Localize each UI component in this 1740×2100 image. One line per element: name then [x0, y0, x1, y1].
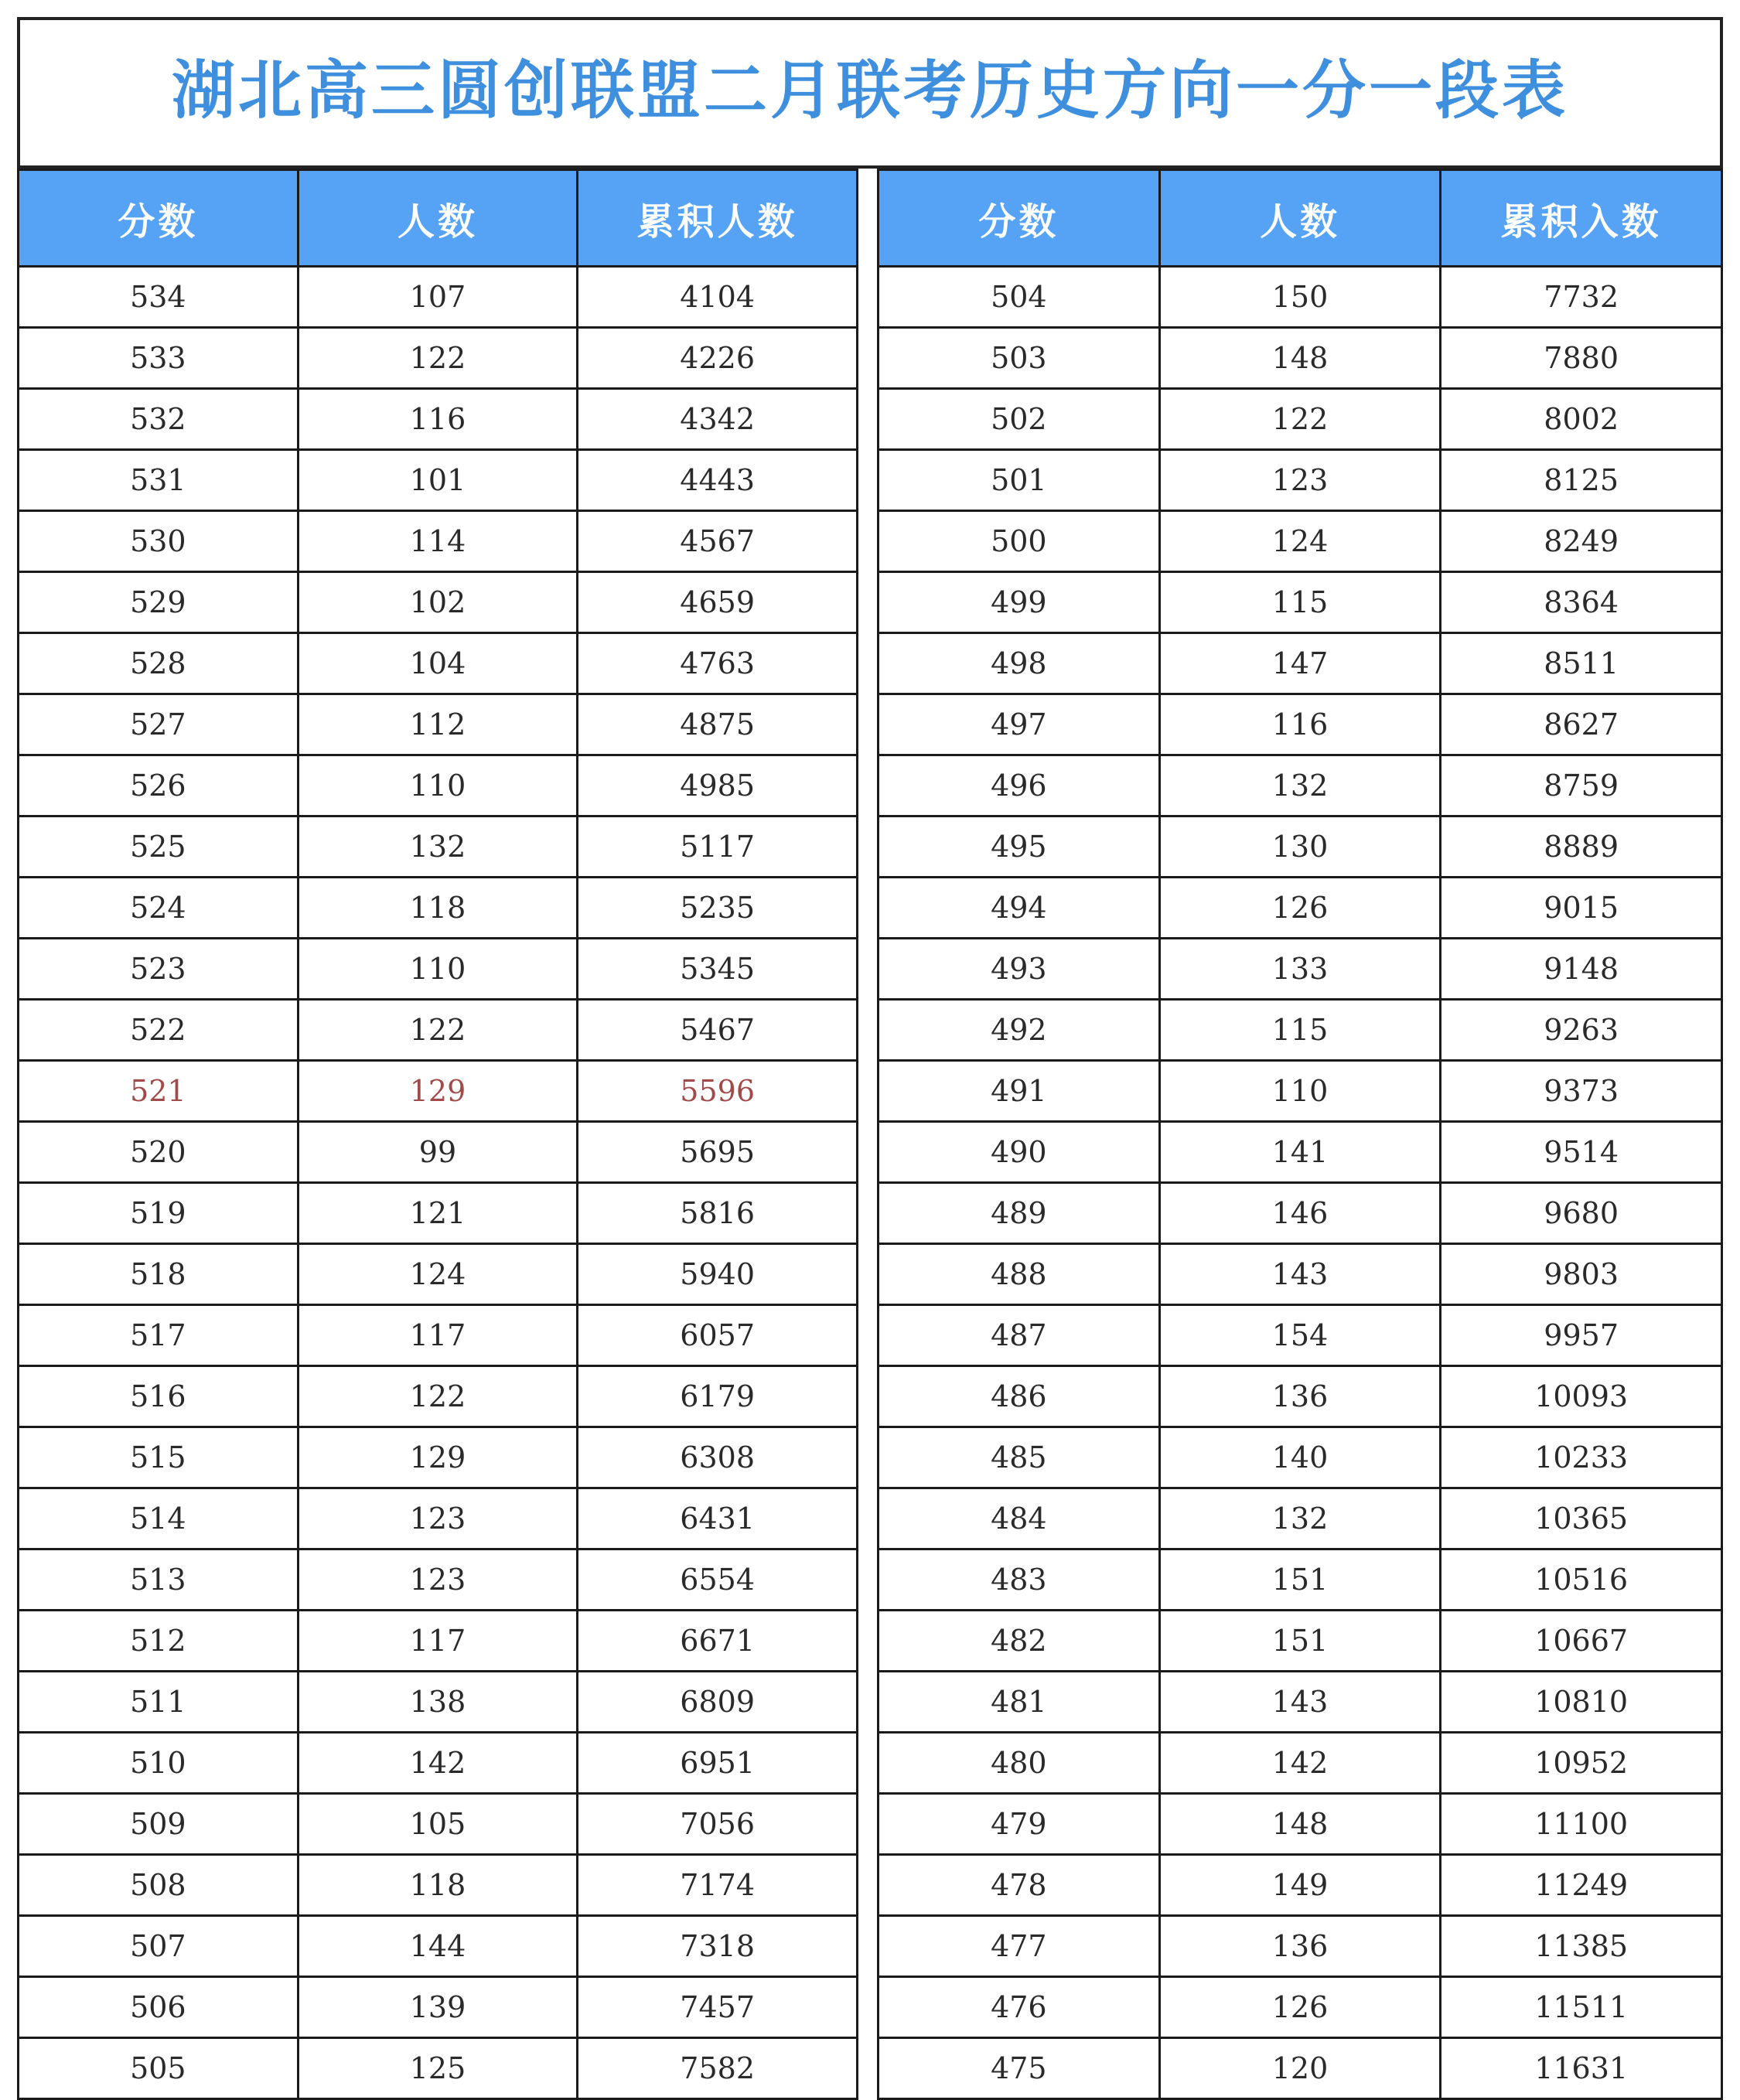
cell-cumulative: 4567 [578, 511, 858, 572]
table-row [879, 1733, 1722, 1794]
cell-score: 481 [879, 1672, 1160, 1733]
cell-cumulative: 4875 [578, 694, 858, 755]
table-row [19, 1916, 858, 1977]
column-header-cumulative: 累积人数 [578, 170, 858, 267]
cell-score: 529 [19, 572, 299, 633]
column-header-count: 人数 [298, 170, 578, 267]
cell-count: 136 [1159, 1916, 1441, 1977]
cell-cumulative: 6951 [578, 1733, 858, 1794]
cell-cumulative: 8889 [1441, 816, 1722, 878]
table-row [19, 267, 858, 328]
cell-score: 477 [879, 1916, 1160, 1977]
cell-cumulative: 10516 [1441, 1549, 1722, 1611]
table-row [19, 328, 858, 389]
page-title: 湖北高三圆创联盟二月联考历史方向一分一段表 [171, 53, 1568, 128]
table-row [19, 1183, 858, 1244]
cell-score: 515 [19, 1427, 299, 1488]
table-row [19, 511, 858, 572]
cell-score: 528 [19, 633, 299, 694]
cell-cumulative: 4763 [578, 633, 858, 694]
table-row [879, 1183, 1722, 1244]
cell-cumulative: 6554 [578, 1549, 858, 1611]
cell-score: 501 [879, 450, 1160, 511]
cell-cumulative: 6057 [578, 1305, 858, 1366]
cell-count: 143 [1159, 1244, 1441, 1305]
cell-cumulative: 7457 [578, 1977, 858, 2038]
cell-count: 154 [1159, 1305, 1441, 1366]
cell-count: 140 [1159, 1427, 1441, 1488]
cell-score: 488 [879, 1244, 1160, 1305]
table-row [19, 1733, 858, 1794]
cell-score: 489 [879, 1183, 1160, 1244]
table-row [19, 633, 858, 694]
table-row [879, 1305, 1722, 1366]
cell-score: 519 [19, 1183, 299, 1244]
cell-cumulative: 9957 [1441, 1305, 1722, 1366]
cell-cumulative: 11385 [1441, 1916, 1722, 1977]
cell-score: 527 [19, 694, 299, 755]
cell-cumulative: 6308 [578, 1427, 858, 1488]
table-row [879, 572, 1722, 633]
cell-count: 122 [298, 328, 578, 389]
table-row [879, 1000, 1722, 1061]
cell-count: 99 [298, 1122, 578, 1183]
table-row [879, 1427, 1722, 1488]
table-row [879, 755, 1722, 816]
cell-cumulative: 8002 [1441, 389, 1722, 450]
table-row [879, 694, 1722, 755]
header-row [879, 170, 1722, 267]
cell-count: 141 [1159, 1122, 1441, 1183]
cell-count: 101 [298, 450, 578, 511]
cell-score: 506 [19, 1977, 299, 2038]
table-row [19, 939, 858, 1000]
cell-cumulative: 11100 [1441, 1794, 1722, 1855]
cell-count: 125 [298, 2038, 578, 2099]
table-row [879, 1855, 1722, 1916]
cell-score: 475 [879, 2038, 1160, 2099]
cell-cumulative: 7732 [1441, 267, 1722, 328]
cell-cumulative: 4342 [578, 389, 858, 450]
table-row [879, 1672, 1722, 1733]
cell-score: 525 [19, 816, 299, 878]
cell-score: 479 [879, 1794, 1160, 1855]
cell-score: 494 [879, 878, 1160, 939]
column-header-count: 人数 [1159, 170, 1441, 267]
table-row [19, 1122, 858, 1183]
cell-score: 534 [19, 267, 299, 328]
cell-cumulative: 7056 [578, 1794, 858, 1855]
cell-count: 110 [1159, 1061, 1441, 1122]
table-row [19, 1549, 858, 1611]
table-row [879, 939, 1722, 1000]
column-header-cumulative: 累积入数 [1441, 170, 1722, 267]
cell-score: 497 [879, 694, 1160, 755]
cell-count: 144 [298, 1916, 578, 1977]
cell-count: 122 [298, 1366, 578, 1427]
cell-count: 143 [1159, 1672, 1441, 1733]
table-row [879, 1244, 1722, 1305]
table-row [19, 1427, 858, 1488]
cell-cumulative: 10952 [1441, 1733, 1722, 1794]
cell-count: 115 [1159, 572, 1441, 633]
table-row [19, 389, 858, 450]
cell-score: 484 [879, 1488, 1160, 1549]
cell-count: 132 [298, 816, 578, 878]
cell-cumulative: 5816 [578, 1183, 858, 1244]
cell-count: 133 [1159, 939, 1441, 1000]
cell-cumulative: 5695 [578, 1122, 858, 1183]
cell-score: 532 [19, 389, 299, 450]
table-row [19, 816, 858, 878]
cell-score: 526 [19, 755, 299, 816]
cell-score: 518 [19, 1244, 299, 1305]
table-body-right [879, 267, 1722, 2099]
cell-score: 523 [19, 939, 299, 1000]
cell-cumulative: 8249 [1441, 511, 1722, 572]
cell-score: 476 [879, 1977, 1160, 2038]
table-row [19, 878, 858, 939]
cell-score: 498 [879, 633, 1160, 694]
table-row [879, 1611, 1722, 1672]
table-row [19, 572, 858, 633]
cell-count: 136 [1159, 1366, 1441, 1427]
cell-score: 530 [19, 511, 299, 572]
table-row [879, 1916, 1722, 1977]
cell-score: 480 [879, 1733, 1160, 1794]
header-row [19, 170, 858, 267]
cell-score: 493 [879, 939, 1160, 1000]
table-row [879, 878, 1722, 939]
cell-cumulative: 5596 [578, 1061, 858, 1122]
cell-count: 116 [1159, 694, 1441, 755]
cell-count: 147 [1159, 633, 1441, 694]
cell-cumulative: 8125 [1441, 450, 1722, 511]
cell-cumulative: 4104 [578, 267, 858, 328]
cell-count: 117 [298, 1611, 578, 1672]
cell-cumulative: 6809 [578, 1672, 858, 1733]
cell-count: 148 [1159, 1794, 1441, 1855]
table-row [879, 1794, 1722, 1855]
cell-score: 531 [19, 450, 299, 511]
score-table-left [17, 169, 858, 2100]
cell-score: 522 [19, 1000, 299, 1061]
cell-cumulative: 8511 [1441, 633, 1722, 694]
cell-count: 150 [1159, 267, 1441, 328]
cell-cumulative: 9680 [1441, 1183, 1722, 1244]
cell-cumulative: 7174 [578, 1855, 858, 1916]
cell-count: 124 [298, 1244, 578, 1305]
cell-score: 504 [879, 267, 1160, 328]
column-header-score: 分数 [879, 170, 1160, 267]
cell-cumulative: 8627 [1441, 694, 1722, 755]
cell-count: 123 [1159, 450, 1441, 511]
table-row [879, 1488, 1722, 1549]
table-row [19, 1366, 858, 1427]
cell-cumulative: 8759 [1441, 755, 1722, 816]
cell-score: 517 [19, 1305, 299, 1366]
cell-cumulative: 8364 [1441, 572, 1722, 633]
cell-score: 492 [879, 1000, 1160, 1061]
cell-count: 121 [298, 1183, 578, 1244]
cell-score: 503 [879, 328, 1160, 389]
table-row [19, 1061, 858, 1122]
cell-count: 126 [1159, 1977, 1441, 2038]
cell-score: 483 [879, 1549, 1160, 1611]
cell-cumulative: 7582 [578, 2038, 858, 2099]
cell-count: 122 [1159, 389, 1441, 450]
score-table-right [877, 169, 1723, 2100]
cell-count: 118 [298, 878, 578, 939]
cell-cumulative: 6179 [578, 1366, 858, 1427]
cell-cumulative: 10810 [1441, 1672, 1722, 1733]
cell-score: 485 [879, 1427, 1160, 1488]
cell-cumulative: 9148 [1441, 939, 1722, 1000]
table-row [19, 450, 858, 511]
cell-score: 511 [19, 1672, 299, 1733]
cell-cumulative: 11511 [1441, 1977, 1722, 2038]
cell-count: 132 [1159, 755, 1441, 816]
cell-cumulative: 6671 [578, 1611, 858, 1672]
table-row [19, 1305, 858, 1366]
cell-count: 142 [298, 1733, 578, 1794]
table-row [19, 1855, 858, 1916]
table-row [879, 328, 1722, 389]
cell-cumulative: 5117 [578, 816, 858, 878]
cell-count: 115 [1159, 1000, 1441, 1061]
cell-cumulative: 5235 [578, 878, 858, 939]
cell-count: 116 [298, 389, 578, 450]
cell-count: 102 [298, 572, 578, 633]
cell-score: 508 [19, 1855, 299, 1916]
cell-count: 148 [1159, 328, 1441, 389]
table-row [879, 1549, 1722, 1611]
table-row [19, 1672, 858, 1733]
column-header-score: 分数 [19, 170, 299, 267]
cell-count: 105 [298, 1794, 578, 1855]
cell-count: 117 [298, 1305, 578, 1366]
cell-count: 110 [298, 939, 578, 1000]
cell-score: 496 [879, 755, 1160, 816]
cell-score: 512 [19, 1611, 299, 1672]
cell-cumulative: 9373 [1441, 1061, 1722, 1122]
cell-score: 505 [19, 2038, 299, 2099]
table-row [19, 1611, 858, 1672]
cell-score: 478 [879, 1855, 1160, 1916]
cell-count: 151 [1159, 1611, 1441, 1672]
cell-cumulative: 9015 [1441, 878, 1722, 939]
cell-cumulative: 7880 [1441, 328, 1722, 389]
cell-count: 129 [298, 1427, 578, 1488]
cell-cumulative: 9803 [1441, 1244, 1722, 1305]
cell-cumulative: 10667 [1441, 1611, 1722, 1672]
cell-cumulative: 5940 [578, 1244, 858, 1305]
cell-score: 502 [879, 389, 1160, 450]
cell-cumulative: 4226 [578, 328, 858, 389]
table-row [19, 1977, 858, 2038]
cell-cumulative: 4985 [578, 755, 858, 816]
table-row [19, 1244, 858, 1305]
cell-count: 132 [1159, 1488, 1441, 1549]
cell-cumulative: 10093 [1441, 1366, 1722, 1427]
table-row [879, 816, 1722, 878]
cell-count: 123 [298, 1549, 578, 1611]
cell-cumulative: 4659 [578, 572, 858, 633]
cell-score: 490 [879, 1122, 1160, 1183]
cell-cumulative: 9263 [1441, 1000, 1722, 1061]
cell-score: 514 [19, 1488, 299, 1549]
cell-count: 118 [298, 1855, 578, 1916]
table-row [879, 511, 1722, 572]
cell-count: 110 [298, 755, 578, 816]
table-row [879, 2038, 1722, 2099]
cell-cumulative: 11249 [1441, 1855, 1722, 1916]
cell-count: 104 [298, 633, 578, 694]
cell-score: 520 [19, 1122, 299, 1183]
table-body-left [19, 267, 858, 2099]
cell-score: 499 [879, 572, 1160, 633]
cell-count: 124 [1159, 511, 1441, 572]
cell-score: 533 [19, 328, 299, 389]
cell-count: 114 [298, 511, 578, 572]
cell-cumulative: 6431 [578, 1488, 858, 1549]
cell-score: 491 [879, 1061, 1160, 1122]
table-row [19, 1794, 858, 1855]
cell-cumulative: 9514 [1441, 1122, 1722, 1183]
table-row [879, 633, 1722, 694]
title-banner [17, 17, 1723, 169]
cell-score: 487 [879, 1305, 1160, 1366]
cell-cumulative: 11631 [1441, 2038, 1722, 2099]
cell-score: 510 [19, 1733, 299, 1794]
cell-score: 495 [879, 816, 1160, 878]
table-row [19, 694, 858, 755]
cell-count: 112 [298, 694, 578, 755]
cell-cumulative: 5467 [578, 1000, 858, 1061]
cell-cumulative: 7318 [578, 1916, 858, 1977]
cell-count: 107 [298, 267, 578, 328]
cell-score: 513 [19, 1549, 299, 1611]
table-row [879, 450, 1722, 511]
cell-count: 142 [1159, 1733, 1441, 1794]
table-row [879, 267, 1722, 328]
table-row [879, 1366, 1722, 1427]
cell-count: 123 [298, 1488, 578, 1549]
cell-count: 122 [298, 1000, 578, 1061]
cell-score: 500 [879, 511, 1160, 572]
cell-score: 509 [19, 1794, 299, 1855]
cell-count: 138 [298, 1672, 578, 1733]
cell-count: 130 [1159, 816, 1441, 878]
cell-score: 524 [19, 878, 299, 939]
cell-cumulative: 10365 [1441, 1488, 1722, 1549]
cell-score: 507 [19, 1916, 299, 1977]
cell-cumulative: 4443 [578, 450, 858, 511]
table-row [879, 1122, 1722, 1183]
cell-score: 521 [19, 1061, 299, 1122]
table-row [879, 389, 1722, 450]
table-row [879, 1061, 1722, 1122]
cell-score: 482 [879, 1611, 1160, 1672]
cell-score: 516 [19, 1366, 299, 1427]
table-row [19, 1000, 858, 1061]
cell-count: 151 [1159, 1549, 1441, 1611]
cell-score: 486 [879, 1366, 1160, 1427]
cell-count: 126 [1159, 878, 1441, 939]
table-row [19, 755, 858, 816]
cell-count: 149 [1159, 1855, 1441, 1916]
table-row [19, 1488, 858, 1549]
cell-count: 129 [298, 1061, 578, 1122]
table-divider [858, 169, 877, 2055]
cell-count: 120 [1159, 2038, 1441, 2099]
cell-cumulative: 10233 [1441, 1427, 1722, 1488]
table-row [19, 2038, 858, 2099]
table-row [879, 1977, 1722, 2038]
cell-count: 139 [298, 1977, 578, 2038]
cell-cumulative: 5345 [578, 939, 858, 1000]
cell-count: 146 [1159, 1183, 1441, 1244]
